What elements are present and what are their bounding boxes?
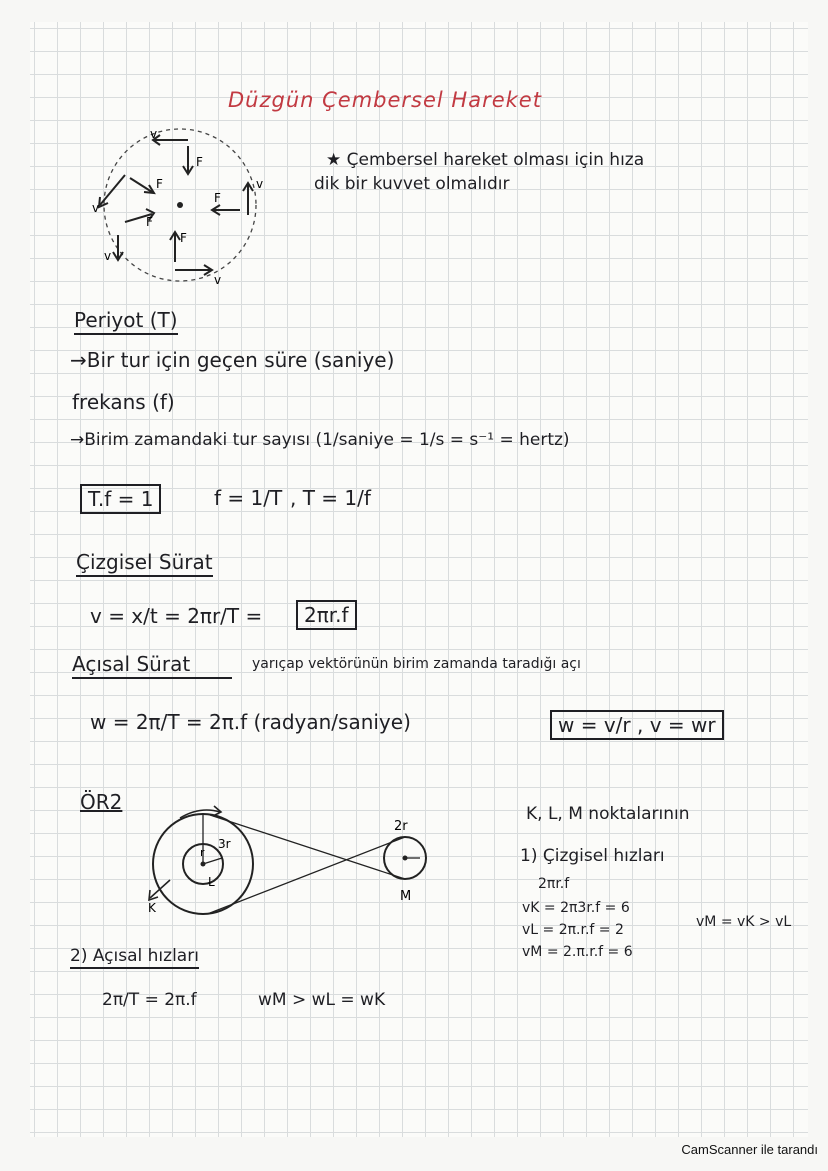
diagram-label: 3r — [218, 837, 231, 851]
diagram-label: v — [150, 127, 158, 141]
diagram-label: v — [214, 273, 222, 287]
diagram-label: F — [156, 177, 163, 191]
note-line-2: dik bir kuvvet olmalıdır — [314, 174, 510, 194]
diagram-label: v — [92, 201, 100, 215]
diagram-label: F — [180, 231, 187, 245]
angular-speed-boxed-formula: w = v/r , v = wr — [550, 710, 724, 740]
part1-heading: 1) Çizgisel hızları — [520, 846, 665, 866]
angular-speed-definition: yarıçap vektörünün birim zamanda taradığı açı — [252, 656, 581, 672]
speed-comparison: vM = vK > vL — [696, 914, 792, 930]
period-definition: →Bir tur için geçen süre (saniye) — [70, 348, 395, 372]
part2-heading: 2) Açısal hızları — [70, 946, 199, 969]
diagram-label: L — [208, 875, 215, 889]
diagram-label: v — [104, 249, 112, 263]
frequency-formula: f = 1/T — [214, 486, 283, 510]
k-velocity-arrow — [150, 880, 170, 898]
angular-speed-comparison: wM > wL = wK — [258, 990, 386, 1010]
linear-speed-formula: v = x/t = 2πr/T = — [90, 604, 263, 628]
diagram-label: K — [148, 901, 156, 915]
belt-line — [210, 837, 405, 913]
page-title: Düzgün Çembersel Hareket — [228, 88, 542, 112]
diagram-label: r — [200, 846, 205, 859]
diagram-label: F — [146, 215, 153, 229]
example-label: ÖR2 — [80, 790, 123, 814]
v-k-result: vK = 2π3r.f = 6 — [522, 900, 630, 916]
scanner-watermark: CamScanner ile tarandı — [681, 1142, 818, 1157]
frequency-heading: frekans (f) — [72, 390, 175, 414]
v-m-result: vM = 2.π.r.f = 6 — [522, 944, 633, 960]
part2-formula: 2π/T = 2π.f — [102, 990, 197, 1010]
diagram-label: F — [214, 191, 221, 205]
example-question: K, L, M noktalarının — [526, 804, 690, 824]
angular-speed-formula: w = 2π/T = 2π.f (radyan/saniye) — [90, 710, 411, 734]
v-l-result: vL = 2π.r.f = 2 — [522, 922, 624, 938]
period-heading: Periyot (T) — [74, 308, 178, 335]
linear-speed-boxed-formula: 2πr.f — [296, 600, 357, 630]
note-line-1: ★ Çembersel hareket olması için hıza — [326, 150, 645, 170]
diagram-label: 2r — [394, 819, 408, 834]
frequency-definition: →Birim zamandaki tur sayısı (1/saniye = 1/s = s⁻¹ = hertz) — [70, 430, 570, 450]
diagram-label: M — [400, 889, 412, 904]
linear-speed-heading: Çizgisel Sürat — [76, 550, 213, 577]
period-frequency-relation-box: T.f = 1 — [80, 484, 161, 514]
part1-formula: 2πr.f — [538, 876, 570, 892]
belt-line — [210, 815, 405, 879]
diagram-label: F — [196, 155, 203, 169]
radius-line — [203, 858, 222, 864]
diagram-label: v — [256, 177, 264, 191]
period-formula: , T = 1/f — [290, 486, 371, 510]
angular-speed-heading: Açısal Sürat — [72, 652, 232, 679]
